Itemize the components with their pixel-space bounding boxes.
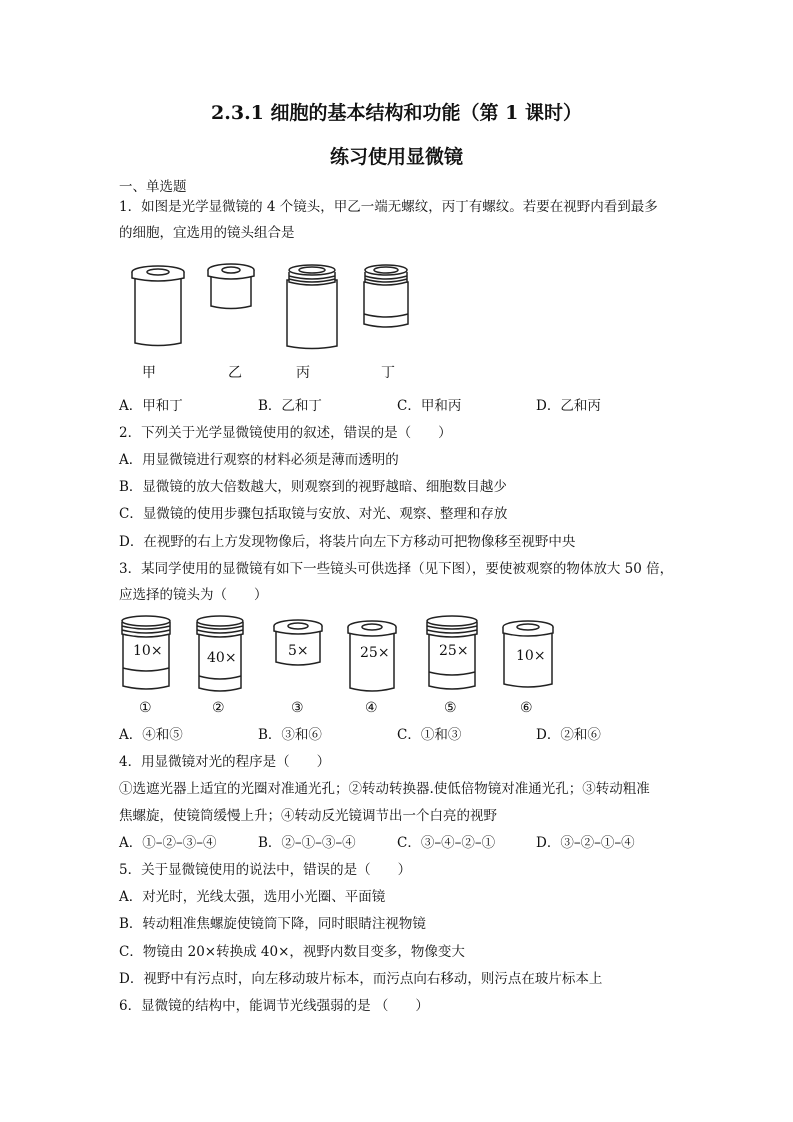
q5-option-c: C．物镜由 20×转换成 40×，视野内数目变多，物像变大 <box>119 944 465 960</box>
q4-body-line2: 焦螺旋，使镜筒缓慢上升；④转动反光镜调节出一个白亮的视野 <box>119 808 497 824</box>
q5-option-b: B．转动粗准焦螺旋使镜筒下降，同时眼睛注视物镜 <box>119 916 426 932</box>
q2-option-d: D．在视野的右上方发现物像后，将装片向左下方移动可把物像移至视野中央 <box>119 534 576 550</box>
lens-number-5: ⑤ <box>444 700 457 716</box>
q4-option-d: D．③–②–①–④ <box>536 835 635 851</box>
q3-option-c: C．①和③ <box>397 727 462 743</box>
q1-stem-line2: 的细胞，宜选用的镜头组合是 <box>119 225 295 241</box>
q5-stem: 5．关于显微镜使用的说法中，错误的是（ ） <box>119 862 412 878</box>
lens-jia-icon <box>132 266 184 346</box>
q3-lens-figure <box>118 612 558 697</box>
q6-stem: 6．显微镜的结构中，能调节光线强弱的是 （ ） <box>119 998 429 1014</box>
q2-option-a: A．用显微镜进行观察的材料必须是薄而透明的 <box>119 452 399 468</box>
q4-option-b: B．②–①–③–④ <box>258 835 356 851</box>
q5-option-a: A．对光时，光线太强，选用小光圈、平面镜 <box>119 889 386 905</box>
lens-number-1: ① <box>139 700 152 716</box>
q1-lens-figure <box>125 258 425 358</box>
section-heading: 一、单选题 <box>119 179 187 195</box>
q1-stem-line1: 1．如图是光学显微镜的 4 个镜头，甲乙一端无螺纹，丙丁有螺纹。若要在视野内看到最多 <box>119 199 658 215</box>
lens-number-2: ② <box>212 700 225 716</box>
lens-label-bing: 丙 <box>296 365 310 381</box>
lens-label-yi: 乙 <box>228 365 242 381</box>
page-title: 2.3.1 细胞的基本结构和功能（第 1 课时） <box>211 102 582 124</box>
q1-option-d: D．乙和丙 <box>536 398 601 414</box>
lens-yi-icon <box>208 264 254 309</box>
lens-number-6: ⑥ <box>520 700 533 716</box>
q1-option-b: B．乙和丁 <box>258 398 322 414</box>
q3-option-d: D．②和⑥ <box>536 727 601 743</box>
q1-option-c: C．甲和丙 <box>397 398 462 414</box>
lens-mark-1: 10× <box>133 643 163 659</box>
lens-number-3: ③ <box>291 700 304 716</box>
lens-label-ding: 丁 <box>381 365 395 381</box>
lens-ding-icon <box>364 265 408 327</box>
q3-option-b: B．③和⑥ <box>258 727 322 743</box>
lens-mark-3: 5× <box>288 643 309 659</box>
q3-option-a: A．④和⑤ <box>119 727 183 743</box>
q2-option-b: B．显微镜的放大倍数越大，则观察到的视野越暗、细胞数目越少 <box>119 479 507 495</box>
lens-mark-4: 25× <box>360 645 390 661</box>
lens-label-jia: 甲 <box>142 365 156 381</box>
q3-stem-line1: 3．某同学使用的显微镜有如下一些镜头可供选择（见下图），要使被观察的物体放大 50 倍， <box>119 561 674 577</box>
lens-mark-5: 25× <box>439 643 469 659</box>
lens-number-4: ④ <box>365 700 378 716</box>
q4-option-a: A．①–②–③–④ <box>119 835 217 851</box>
q5-option-d: D．视野中有污点时，向左移动玻片标本，而污点向右移动，则污点在玻片标本上 <box>119 971 603 987</box>
q2-option-c: C．显微镜的使用步骤包括取镜与安放、对光、观察、整理和存放 <box>119 506 508 522</box>
q4-body-line1: ①选遮光器上适宜的光圈对准通光孔；②转动转换器.使低倍物镜对准通光孔；③转动粗准 <box>119 781 650 797</box>
page-subtitle: 练习使用显微镜 <box>329 146 463 168</box>
lens-mark-2: 40× <box>207 650 237 666</box>
q2-stem: 2．下列关于光学显微镜使用的叙述，错误的是（ ） <box>119 425 452 441</box>
q4-option-c: C．③–④–②–① <box>397 835 496 851</box>
q1-option-a: A．甲和丁 <box>119 398 183 414</box>
lens-mark-6: 10× <box>516 648 546 664</box>
lens-bing-icon <box>287 265 337 349</box>
q3-stem-line2: 应选择的镜头为（ ） <box>119 587 268 603</box>
q4-stem: 4．用显微镜对光的程序是（ ） <box>119 754 331 770</box>
